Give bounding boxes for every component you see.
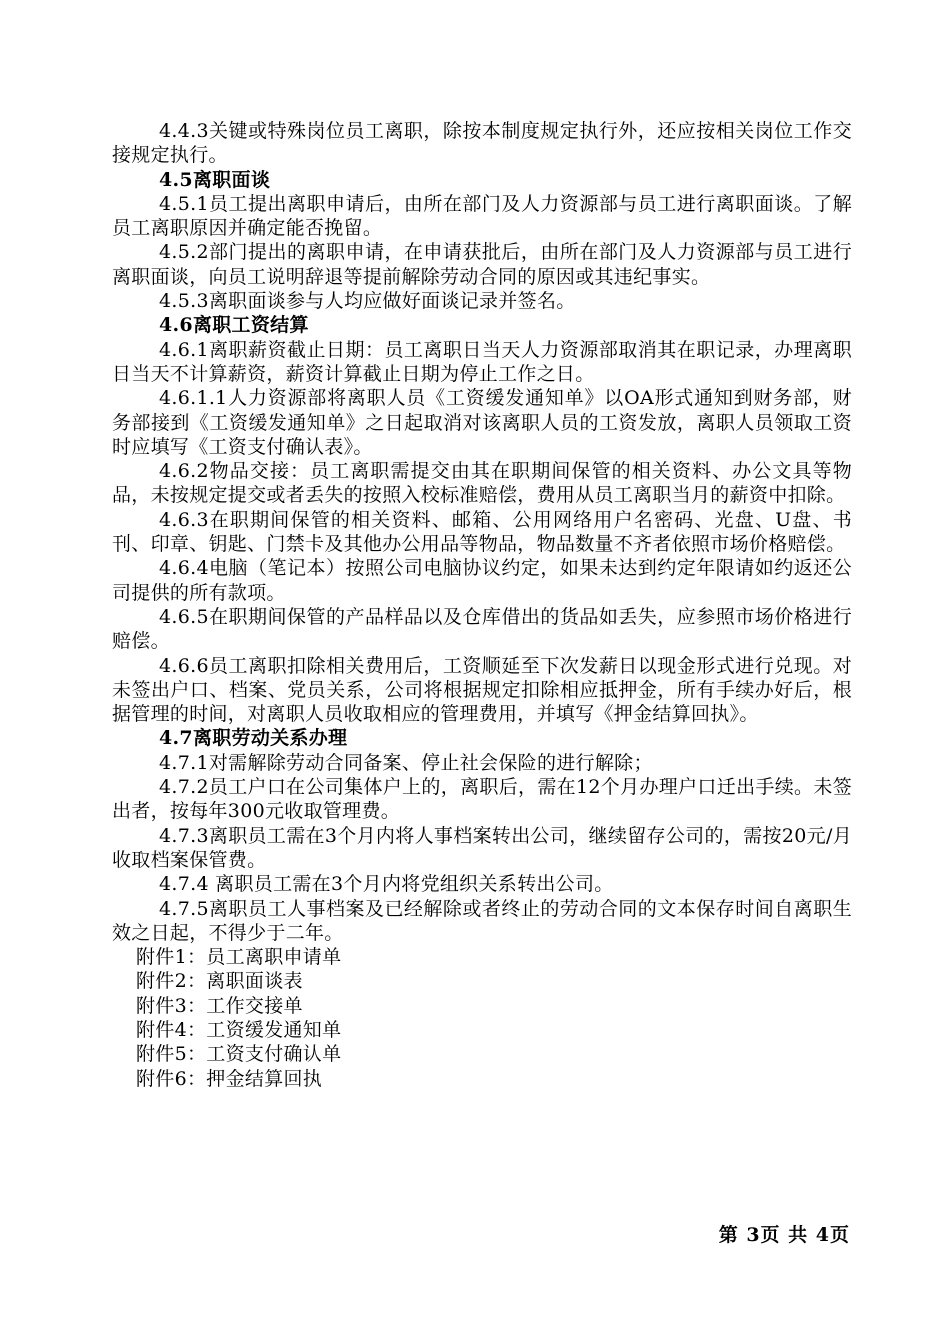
- attachment-5: 附件5：工资支付确认单: [136, 1043, 342, 1066]
- section-heading-4-5: 4.5离职面谈: [159, 168, 271, 191]
- document-body: [112, 119, 852, 1091]
- section-heading-4-6: 4.6离职工资结算: [159, 314, 309, 337]
- page-number-footer: 第 3页 共 4页: [718, 1224, 850, 1246]
- attachment-1: 附件1：员工离职申请单: [136, 946, 342, 969]
- paragraph-4-6-2: 4.6.2物品交接：员工离职需提交由其在职期间保管的相关资料、办公文具等物品，未按规定提交或者丢失的按照入校标准赔偿，费用从员工离职当月的薪资中扣除。: [112, 460, 852, 507]
- paragraph-4-6-3: 4.6.3在职期间保管的相关资料、邮箱、公用网络用户名密码、光盘、U盘、书刊、印章、钥匙、门禁卡及其他办公用品等物品，物品数量不齐者依照市场价格赔偿。: [112, 508, 852, 556]
- paragraph-4-7-5: 4.7.5离职员工人事档案及已经解除或者终止的劳动合同的文本保存时间自离职生效之日起，不得少于二年。: [112, 897, 852, 944]
- attachment-4: 附件4：工资缓发通知单: [136, 1018, 342, 1041]
- paragraph-4-6-6: 4.6.6员工离职扣除相关费用后，工资顺延至下次发薪日以现金形式进行兑现。对未签出户口、档案、党员关系，公司将根据规定扣除相应抵押金，所有手续办好后，根据管理的时间，对离职人员收取相应的管理费用，并填写《押金结算回执》。: [112, 654, 852, 726]
- paragraph-4-5-2: 4.5.2部门提出的离职申请，在申请获批后，由所在部门及人力资源部与员工进行离职面谈，向员工说明辞退等提前解除劳动合同的原因或其违纪事实。: [112, 241, 852, 288]
- paragraph-4-7-1: 4.7.1对需解除劳动合同备案、停止社会保险的进行解除；: [159, 751, 653, 774]
- section-heading-4-7: 4.7离职劳动关系办理: [159, 727, 348, 750]
- paragraph-4-7-3: 4.7.3离职员工需在3个月内将人事档案转出公司，继续留存公司的，需按20元/月收取档案保管费。: [112, 824, 852, 871]
- attachment-3: 附件3：工作交接单: [136, 994, 303, 1017]
- paragraph-4-5-3: 4.5.3离职面谈参与人均应做好面谈记录并签名。: [159, 290, 576, 313]
- paragraph-4-6-5: 4.6.5在职期间保管的产品样品以及仓库借出的货品如丢失，应参照市场价格进行赔偿。: [112, 605, 852, 653]
- paragraph-4-7-4: 4.7.4 离职员工需在3个月内将党组织关系转出公司。: [159, 873, 614, 896]
- attachment-2: 附件2：离职面谈表: [136, 970, 303, 993]
- paragraph-4-4-3: 4.4.3关键或特殊岗位员工离职，除按本制度规定执行外，还应按相关岗位工作交接规定执行。: [112, 120, 852, 167]
- paragraph-4-6-1-1: 4.6.1.1人力资源部将离职人员《工资缓发通知单》以OA形式通知到财务部，财务部接到《工资缓发通知单》之日起取消对该离职人员的工资发放，离职人员领取工资时应填写《工资支付确认表》。: [112, 387, 852, 458]
- paragraph-4-6-1: 4.6.1离职薪资截止日期：员工离职日当天人力资源部取消其在职记录，办理离职日当天不计算薪资，薪资计算截止日期为停止工作之日。: [112, 338, 852, 385]
- paragraph-4-5-1: 4.5.1员工提出离职申请后，由所在部门及人力资源部与员工进行离职面谈。了解员工离职原因并确定能否挽留。: [112, 192, 852, 240]
- paragraph-4-6-4: 4.6.4电脑（笔记本）按照公司电脑协议约定，如果未达到约定年限请如约返还公司提供的所有款项。: [112, 557, 852, 604]
- attachment-6: 附件6：押金结算回执: [136, 1067, 323, 1090]
- paragraph-4-7-2: 4.7.2员工户口在公司集体户上的，离职后，需在12个月办理户口迁出手续。未签出者，按每年300元收取管理费。: [112, 776, 852, 823]
